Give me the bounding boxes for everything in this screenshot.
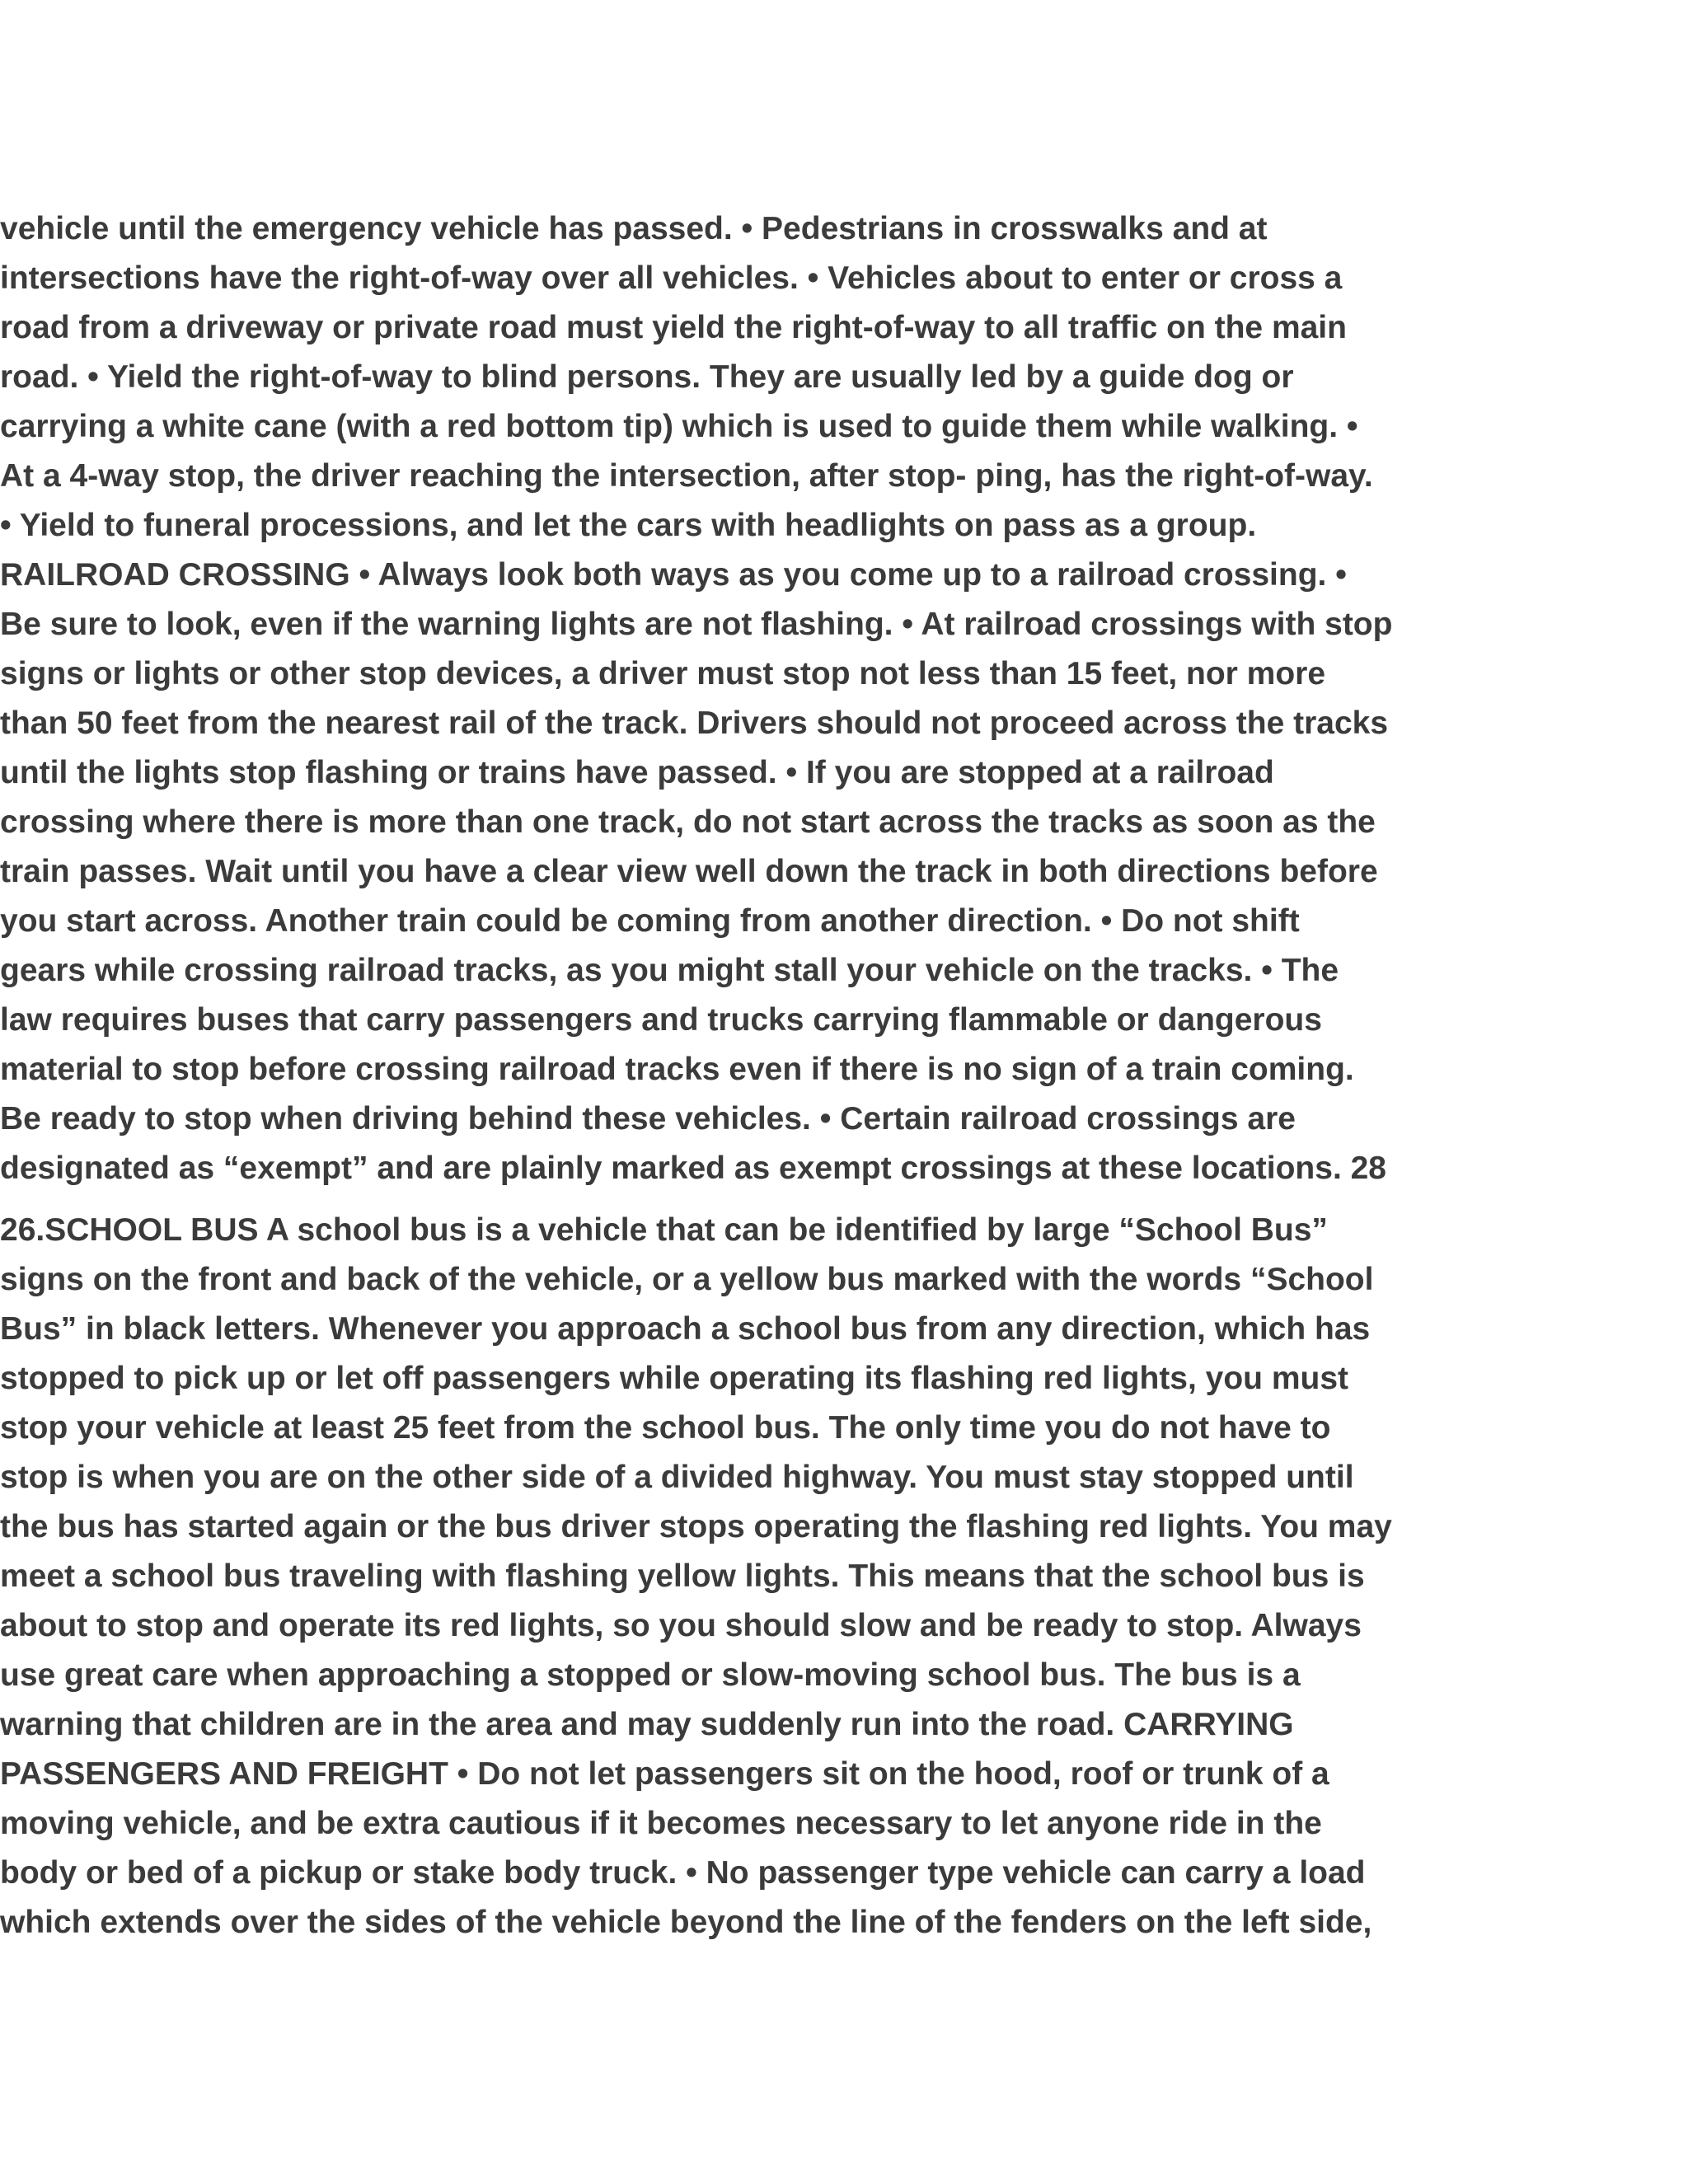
- text-line: than 50 feet from the nearest rail of the track. Drivers should not proceed across the tracks: [0, 705, 1389, 741]
- text-line: PASSENGERS AND FREIGHT • Do not let passengers sit on the hood, roof or trunk of a: [0, 1756, 1329, 1792]
- text-line: until the lights stop flashing or trains have passed. • If you are stopped at a railroad: [0, 755, 1274, 790]
- text-line: warning that children are in the area and may suddenly run into the road. CARRYING: [0, 1707, 1294, 1742]
- text-line: you start across. Another train could be coming from another direction. • Do not shift: [0, 903, 1300, 939]
- text-line: signs or lights or other stop devices, a driver must stop not less than 15 feet, nor more: [0, 656, 1326, 691]
- text-line: road. • Yield the right-of-way to blind persons. They are usually led by a guide dog or: [0, 359, 1294, 395]
- text-line: At a 4-way stop, the driver reaching the intersection, after stop- ping, has the right-of-way.: [0, 458, 1373, 494]
- text-line: vehicle until the emergency vehicle has passed. • Pedestrians in crosswalks and at: [0, 211, 1268, 246]
- text-line: • Yield to funeral processions, and let the cars with headlights on pass as a group.: [0, 508, 1257, 543]
- text-line: body or bed of a pickup or stake body truck. • No passenger type vehicle can carry a load: [0, 1855, 1366, 1891]
- text-line: moving vehicle, and be extra cautious if it becomes necessary to let anyone ride in the: [0, 1806, 1322, 1841]
- text-line: 26.SCHOOL BUS A school bus is a vehicle that can be identified by large “School Bus”: [0, 1212, 1328, 1248]
- text-line: about to stop and operate its red lights, so you should slow and be ready to stop. Always: [0, 1608, 1362, 1643]
- text-line: crossing where there is more than one track, do not start across the tracks as soon as the: [0, 804, 1376, 840]
- text-line: RAILROAD CROSSING • Always look both ways as you come up to a railroad crossing. •: [0, 557, 1347, 593]
- text-line: stopped to pick up or let off passengers while operating its flashing red lights, you must: [0, 1361, 1349, 1396]
- text-line: train passes. Wait until you have a clear view well down the track in both directions before: [0, 854, 1378, 889]
- text-line: carrying a white cane (with a red bottom tip) which is used to guide them while walking. •: [0, 409, 1358, 444]
- text-line: stop your vehicle at least 25 feet from the school bus. The only time you do not have to: [0, 1410, 1331, 1446]
- text-line: meet a school bus traveling with flashing yellow lights. This means that the school bus is: [0, 1558, 1365, 1594]
- text-line: which extends over the sides of the vehicle beyond the line of the fenders on the left side,: [0, 1905, 1372, 1940]
- text-line: use great care when approaching a stopped or slow-moving school bus. The bus is a: [0, 1657, 1301, 1693]
- text-line: Be sure to look, even if the warning lights are not flashing. • At railroad crossings with stop: [0, 607, 1393, 642]
- text-line: intersections have the right-of-way over all vehicles. • Vehicles about to enter or cross a: [0, 260, 1343, 296]
- text-line: Be ready to stop when driving behind these vehicles. • Certain railroad crossings are: [0, 1101, 1296, 1137]
- text-line: designated as “exempt” and are plainly marked as exempt crossings at these locations. 28: [0, 1151, 1386, 1186]
- text-line: road from a driveway or private road must yield the right-of-way to all traffic on the main: [0, 310, 1347, 345]
- text-line: the bus has started again or the bus driver stops operating the flashing red lights. You may: [0, 1509, 1392, 1544]
- paragraph-school-bus-passengers: [0, 1206, 1451, 1947]
- text-line: material to stop before crossing railroad tracks even if there is no sign of a train coming.: [0, 1052, 1354, 1087]
- paragraph-right-of-way-railroad: [0, 204, 1451, 1193]
- text-line: Bus” in black letters. Whenever you approach a school bus from any direction, which has: [0, 1311, 1371, 1347]
- text-line: law requires buses that carry passengers and trucks carrying flammable or dangerous: [0, 1002, 1322, 1038]
- text-line: stop is when you are on the other side of a divided highway. You must stay stopped until: [0, 1460, 1354, 1495]
- text-line: signs on the front and back of the vehicle, or a yellow bus marked with the words “School: [0, 1262, 1374, 1297]
- text-line: gears while crossing railroad tracks, as you might stall your vehicle on the tracks. • The: [0, 953, 1339, 988]
